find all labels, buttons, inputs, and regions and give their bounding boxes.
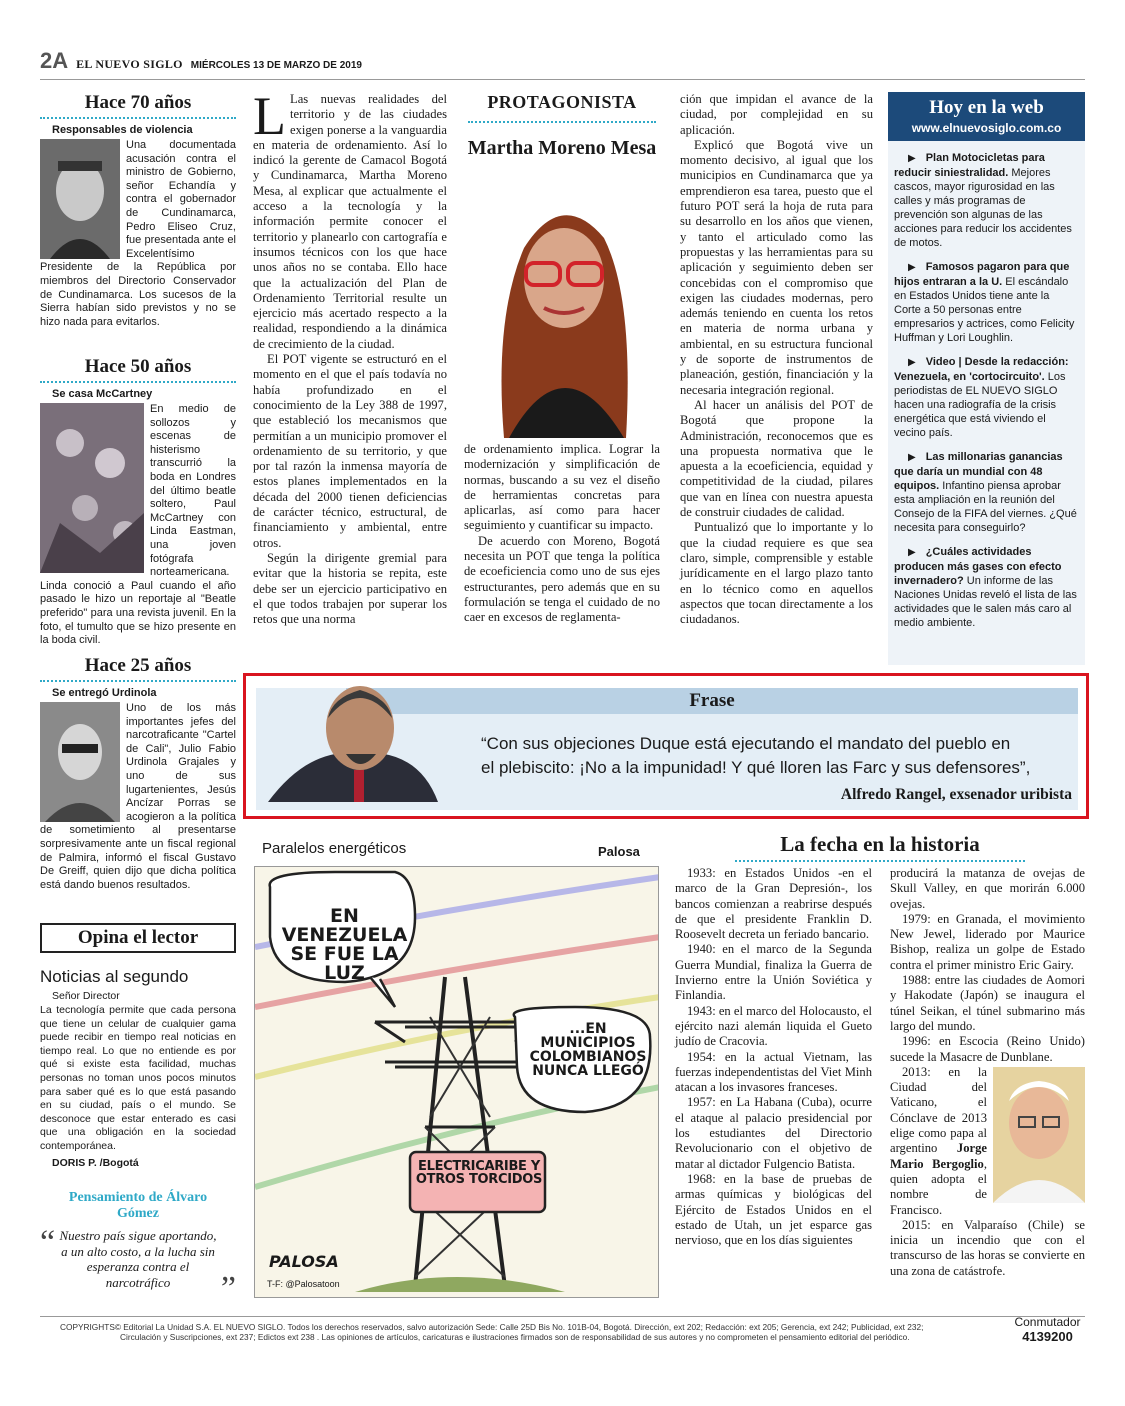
article-col3	[680, 92, 873, 627]
history-entry: 1933: en Estados Unidos -en el marco de la Gran Depresión-, los bancos comienzan a reabrirse después de que el presidente Franklin D. Roosevelt decreta un feriado bancario.	[675, 866, 872, 942]
article-col3-p3: Al hacer un análisis del POT de Bogotá que propone la Administración, reconocemos que es una propuesta normativa que le apuesta a la ecoeficiencia, equidad y competitividad de la ciudad, pilares que van en línea con nuestra apuesta de construir ciudades de calidad.	[680, 397, 873, 520]
cartoon-bubble-municipios: ...EN MUNICIPIOS COLOMBIANOS NUNCA LLEGÓ	[529, 1021, 647, 1079]
opina-title: Opina el lector	[40, 923, 236, 953]
hace50-text: En medio de sollozos y escenas de histerismo transcurrió la boda en Londres del último beatle soltero, Paul McCartney con Linda Eastman, una joven fotógrafa norteamericana. Linda conoció a Paul cuando el año pasado le hizo un reportaje al "Beatle preferido" para una revista juvenil. En la foto, el tumulto que se hizo presente en la boda civil.	[40, 403, 236, 647]
web-item[interactable]: ▶ Famosos pagaron para que hijos entraran a la U. El escándalo en Estados Unidos tiene ante la Corte a 50 personas entre empresarios y actrices, como Felicity Huffman y Lori Loughlin.	[894, 261, 1075, 344]
cartoon-panel	[254, 866, 659, 1298]
protagonista-label: PROTAGONISTA	[487, 92, 637, 112]
history-2013: 2013: en la Ciudad del Vaticano, el Cónclave de 2013 elige como papa al argentino Jorge Mario Bergoglio, quien adopta el nombre de Francisco.	[890, 1064, 987, 1217]
article-col1-p3: Según la dirigente gremial para evitar que la historia se repita, este debe ser un ejercicio participativo en el que todos trabajen por superar los retos que una norma	[253, 550, 447, 627]
hace50-section	[40, 356, 236, 648]
page-number: 2A	[40, 48, 69, 73]
hace50-subtitle: Se casa McCartney	[52, 388, 153, 400]
pensamiento-section	[40, 1190, 236, 1308]
web-title: Hoy en la web	[888, 92, 1085, 121]
opina-section	[40, 923, 236, 1169]
opina-signature: DORIS P. /Bogotá	[52, 1156, 139, 1169]
hace25-section	[40, 655, 236, 892]
alfredo-rangel-photo	[268, 678, 438, 802]
pensamiento-quote: Nuestro país sigue aportando, a un alto costo, a la lucha sin esperanza contra el narcotráfico	[59, 1228, 217, 1290]
article-col1-p1: Las nuevas realidades del territorio y de las ciudades exigen ponerse a la vanguardia en materia de ordenamiento. Así lo indicó la gerente de Camacol Bogotá y Cundinamarca, Martha Moreno Mesa, al explicar que actualmente el acceso a la tecnología y la información permite conocer el territorio y planearlo con cartografía e insumos técnicos con los que hace unos años no se contaba. Ello hace que la actualización del Plan de Ordenamiento Territorial resulte un ejercicio más acertado respecto a la realidad, respondiendo a la dinámica de crecimiento de la ciudad.	[253, 92, 447, 351]
protagonista-box	[464, 92, 660, 626]
frase-box	[243, 673, 1089, 819]
frase-quote-line1: “Con sus objeciones Duque está ejecutando el mandato del pueblo en	[481, 734, 1011, 753]
hace25-text: Uno de los más importantes jefes del narcotraficante "Cartel de Cali", Julio Fabio Urdinola Grajales y uno de sus lugartenientes, Jesús Ancízar Porras se acogieron a la política de sometimiento al presentarse sorpresivamente ante un fiscal regional de Palmira, informó el fiscal Gustavo De Greiff, quien dijo que dicha política está dando buenos resultados.	[40, 702, 236, 891]
hace70-title: Hace 70 años	[40, 92, 236, 119]
play-arrow-icon: ▶	[908, 262, 916, 273]
history-entry: 1957: en La Habana (Cuba), ocurre el ataque al palacio presidencial por los estudiantes del Directorio Revolucionario con el objetivo de matar al dictador Fulgencio Batista.	[675, 1095, 872, 1171]
pope-name: Jorge Mario Bergoglio	[890, 1141, 987, 1171]
play-arrow-icon: ▶	[908, 153, 916, 164]
echandia-photo	[40, 139, 120, 259]
newspaper-name: EL NUEVO SIGLO	[76, 57, 183, 71]
footer-line2: Circulación y Suscripciones, ext 237; Edictos ext 238 . Las opiniones de artículos, caricaturas e ilustraciones firmados son de responsabilidad de sus autores y no comprometen el pensamiento editorial del periódico.	[120, 1332, 910, 1342]
close-quote-icon: ”	[220, 1270, 236, 1308]
mccartney-wedding-photo	[40, 403, 144, 573]
frase-title: Frase	[346, 688, 1078, 714]
play-arrow-icon: ▶	[908, 547, 916, 558]
pensamiento-title: Pensamiento de Álvaro Gómez	[68, 1190, 208, 1221]
history-2015: 2015: en Valparaíso (Chile) se inicia un incendio que con el transcurso de las horas se convierte en una zona de catástrofe.	[890, 1217, 1085, 1278]
history-section	[675, 832, 1085, 862]
hace25-subtitle: Se entregó Urdinola	[52, 687, 157, 699]
opina-heading: Noticias al segundo	[40, 967, 189, 986]
hace25-title: Hace 25 años	[40, 655, 236, 682]
drop-cap: L	[253, 86, 286, 146]
cartoon-title: Paralelos energéticos	[262, 840, 407, 857]
web-item[interactable]: ▶ Las millonarias ganancias que daría un mundial con 48 equipos. Infantino piensa aprobar esta ampliación en la reunión del Consejo de la FIFA del viernes. ¿Qué necesita para conseguirlo?	[894, 451, 1077, 534]
article-col3-p2: Explicó que Bogotá vive un momento decisivo, al igual que los municipios en Cundinamarca que ya emprendieron esa tarea, puesto que el futuro POT será la hoja de ruta para su desarrollo en los años que vienen, y tanto el articulado como las propuestas y las herramientas para su aplicación y seguimiento deben ser concebidas con el compromiso que exigen las ciudades modernas, pero además teniendo en cuenta los retos en materia de norma urbana y ambiental, en su estructura funcional y de soporte de instrumentos de planeación, gestión, financiación y la necesaria integración regional.	[680, 137, 873, 397]
web-item[interactable]: ▶ Video | Desde la redacción: Venezuela, en 'cortocircuito'. Los periodistas de EL NUEVO SIGLO hacen una radiografía de la crisis energética que está viviendo el vecino país.	[894, 356, 1069, 439]
pope-francis-photo	[993, 1067, 1085, 1203]
cartoon-credit: T-F: @Palosatoon	[267, 1279, 340, 1289]
history-col2	[890, 866, 1085, 1279]
frase-author: Alfredo Rangel, exsenador uribista	[840, 786, 1072, 803]
opina-text: La tecnología permite que cada persona que tiene un celular de cualquier gama puede recibir en tiempo real noticias en tiempo real. Lo que no entiende es por qué si existe esta facilidad, muchas personas no toman unos pocos minutos para saber qué es lo que está pasando en su ciudad, país o el mundo. Se desconoce que estar enterado es casi que una obligación en la sociedad contemporánea.	[40, 1004, 236, 1152]
article-col2-p2: De acuerdo con Moreno, Bogotá necesita un POT que tenga la política de ecoeficiencia como uno de sus ejes estructurantes, pero además que en su formulación se tenga el cuidado de no caer en excesos de reglamenta-	[464, 533, 660, 625]
history-entry: 1943: en el marco del Holocausto, el ejército nazi alemán liquida el Gueto judío de Cracovia.	[675, 1003, 873, 1049]
history-entry: 1979: en Granada, el movimiento New Jewel, liderado por Maurice Bishop, realiza un golpe de Estado contra el primer ministro Eric Gairy.	[890, 911, 1085, 972]
web-item[interactable]: ▶ ¿Cuáles actividades producen más gases con efecto invernadero? Un informe de las Naciones Unidas reveló el lista de las actividades que le salen más caro al medio ambiente.	[894, 546, 1077, 629]
play-arrow-icon: ▶	[908, 357, 916, 368]
cartoon-signature: PALOSA	[269, 1252, 339, 1271]
protagonista-name: Martha Moreno Mesa	[467, 137, 657, 159]
history-cont: producirá la matanza de ovejas de Skull Valley, en que morirán 6.000 ovejas.	[890, 866, 1085, 911]
history-entry: 1954: en la actual Vietnam, las fuerzas independentistas del Viet Minh atacan a los invasores franceses.	[675, 1049, 872, 1095]
article-col2-p1: de ordenamiento implica. Lograr la modernización y simplificación de normas, buscando a su vez el diseño de herramientas concretas para aplicarlas, así como para hacer seguimiento y cuantificar su impacto.	[464, 442, 660, 533]
article-col1-p2: El POT vigente se estructuró en el momento en el que el país todavía no había profundizado en el conocimiento de la Ley 388 de 1997, que estableció los mecanismos que permitían a un municipio promover el ordenamiento de su territorio, y que por tal razón la inmensa mayoría de estos planes implementados en la década del 2000 tienen deficiencias de carácter técnico, estructural, de financiamiento y ambiental, entre otros.	[253, 352, 447, 550]
article-para	[253, 86, 447, 352]
switchboard-number: 4139200	[1022, 1329, 1073, 1344]
hace70-text: Una documentada acusación contra el ministro de Gobierno, señor Echandía y contra el gobernador de Cundinamarca, Pedro Eliseo Cruz, fue presentada ante el Excelentísimo Presidente de la República por miembros del Directorio Conservador de Cundinamarca. Los sucesos de la Sierra habían sido previstos y no se hizo nada para evitarlos.	[40, 139, 236, 328]
issue-date: MIÉRCOLES 13 DE MARZO DE 2019	[190, 60, 362, 71]
play-arrow-icon: ▶	[908, 452, 916, 463]
history-entry: 1968: en la base de pruebas de armas químicas y biológicas del Ejército de Estados Unidos en el estado de Utah, un jet esparce gas nervioso, que en los días siguientes	[675, 1171, 872, 1248]
hoy-en-la-web-box	[888, 92, 1085, 665]
switchboard-box	[1010, 1315, 1085, 1344]
history-col1	[675, 866, 872, 1248]
history-entry: 1988: entre las ciudades de Aomori y Hakodate (Japón) se inaugura el túnel Seikan, el túnel submarino más largo del mundo.	[890, 973, 1085, 1033]
article-col1	[253, 86, 447, 627]
cartoon-author: Palosa	[598, 844, 640, 859]
switchboard-label: Conmutador	[1014, 1315, 1081, 1329]
hace70-subtitle: Responsables de violencia	[52, 124, 193, 136]
hace70-section	[40, 92, 236, 329]
hace50-title: Hace 50 años	[40, 356, 236, 383]
history-entry: 1940: en el marco de la Segunda Guerra Mundial, finaliza la Guerra de Invierno entre la Unión Soviética y Finlandia.	[675, 942, 872, 1003]
frase-quote-line2: el plebiscito: ¡No a la impunidad! Y qué lloren las Farc y sus defensores”,	[481, 758, 1031, 777]
cartoon-bubble-venezuela: EN VENEZUELA SE FUE LA LUZ	[281, 905, 408, 984]
web-item[interactable]: ▶ Plan Motocicletas para reducir siniestralidad. Mejores cascos, mayor rigurosidad en las calles y más programas de prevención son algunas de las acciones para reducir los accidentes de motos.	[894, 152, 1072, 249]
page-header	[40, 48, 1085, 80]
martha-moreno-photo	[464, 168, 660, 438]
web-url-link[interactable]: www.elnuevosiglo.com.co	[888, 121, 1085, 141]
article-col3-p4: Puntualizó que lo importante y lo que la ciudad requiere es que sea claro, simple, comprensible y estable jurídicamente en el largo plazo tanto en lo técnico como en aquellos aspectos que tocan directamente a los ciudadanos.	[680, 520, 873, 627]
history-entry: 1996: en Escocia (Reino Unido) sucede la Masacre de Dunblane.	[890, 1034, 1085, 1064]
opina-salutation: Señor Director	[52, 990, 120, 1002]
footer-copyright	[60, 1322, 980, 1342]
open-quote-icon: “	[40, 1224, 56, 1261]
history-title: La fecha en la historia	[735, 832, 1025, 862]
cartoon-sign: ELECTRICARIBE Y OTROS TORCIDOS	[415, 1159, 543, 1187]
article-col3-p1: ción que impidan el avance de la ciudad, por complejidad en su aplicación.	[680, 92, 873, 137]
urdinola-photo	[40, 702, 120, 822]
footer-line1: COPYRIGHTS© Editorial La Unidad S.A. EL NUEVO SIGLO. Todos los derechos reservados, salvo autorización Sede: Calle 25D Bis No. 101B-04, Bogotá. Dirección, ext 202; Redacción: ext 205; Gerencia, ext 242; Publicidad, ext 232;	[60, 1322, 924, 1332]
